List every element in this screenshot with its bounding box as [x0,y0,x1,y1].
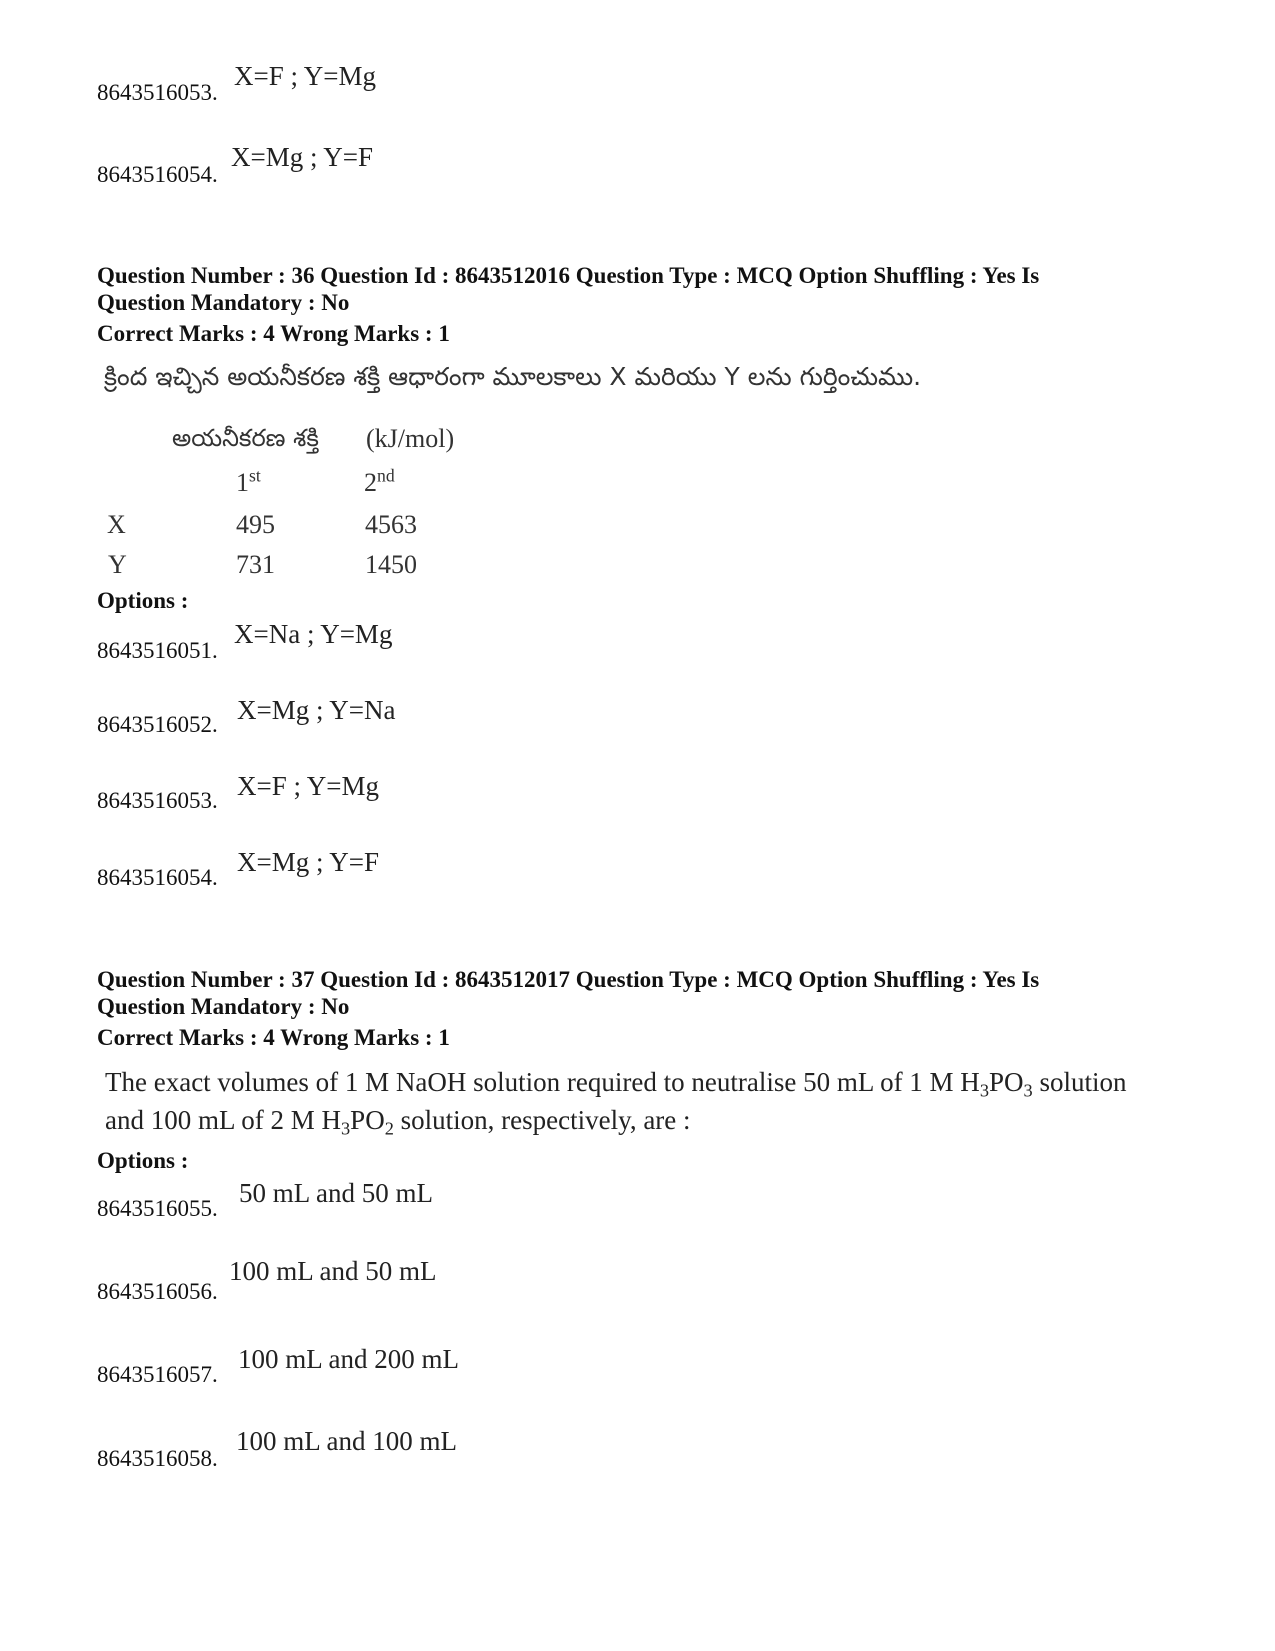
table-unit: (kJ/mol) [366,424,455,453]
question-header: Question Number : 37 Question Id : 8643512017 Question Type : MCQ Option Shuffling : Yes Is [97,967,1040,992]
option-text: X=Mg ; Y=F [231,142,373,172]
option-id: 8643516054. [97,162,218,187]
question-marks: Correct Marks : 4 Wrong Marks : 1 [97,321,450,346]
question-header: Question Number : 36 Question Id : 8643512016 Question Type : MCQ Option Shuffling : Yes Is [97,263,1040,288]
option-text: X=Na ; Y=Mg [234,619,393,649]
question-header: Question Mandatory : No [97,290,350,315]
option-id: 8643516051. [97,638,218,663]
options-label: Options : [97,1148,189,1173]
option-text: 100 mL and 100 mL [236,1426,457,1456]
option-id: 8643516056. [97,1279,218,1304]
question-stem: and 100 mL of 2 M $H_3PO_2$ solution, respectively, are : [105,1105,691,1139]
option-text: X=Mg ; Y=F [237,847,379,877]
table-title: అయనీకరణ శక్తి [172,424,319,452]
option-text: X=F ; Y=Mg [237,771,379,801]
option-id: 8643516058. [97,1446,218,1471]
table-cell: 495 [236,510,275,539]
option-id: 8643516053. [97,788,218,813]
table-cell: 1450 [365,550,417,579]
question-stem: క్రింద ఇచ్చిన అయనీకరణ శక్తి ఆధారంగా మూలకాలు X మరియు Y లను గుర్తించుము. [104,362,922,391]
question-stem: The exact volumes of 1 M NaOH solution required to neutralise 50 mL of 1 M $H_3PO_3$ solution [105,1067,1127,1101]
table-row-label: Y [108,550,127,579]
option-id: 8643516054. [97,865,218,890]
table-col-header: 2nd [364,465,395,497]
option-id: 8643516052. [97,712,218,737]
question-header: Question Mandatory : No [97,994,350,1019]
option-text: 50 mL and 50 mL [239,1178,433,1208]
option-text: X=Mg ; Y=Na [237,695,396,725]
option-text: X=F ; Y=Mg [234,61,376,91]
table-col-header: 1st [236,465,261,497]
option-text: 100 mL and 50 mL [229,1256,437,1286]
options-label: Options : [97,588,189,613]
option-id: 8643516053. [97,80,218,105]
question-marks: Correct Marks : 4 Wrong Marks : 1 [97,1025,450,1050]
table-cell: 4563 [365,510,417,539]
option-text: 100 mL and 200 mL [238,1344,459,1374]
table-cell: 731 [236,550,275,579]
table-row-label: X [107,510,126,539]
option-id: 8643516057. [97,1362,218,1387]
option-id: 8643516055. [97,1196,218,1221]
